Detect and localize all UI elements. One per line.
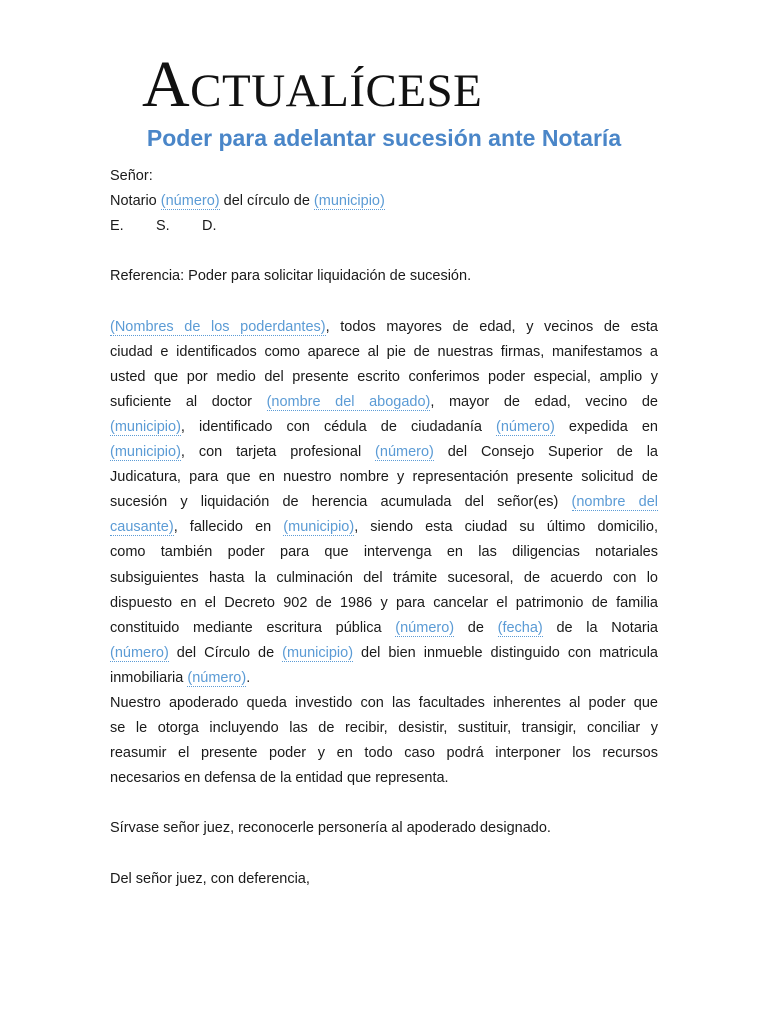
esd-d: D. <box>202 218 217 235</box>
p2-line-1: Nuestro apoderado queda investido con las facultades inherentes al poder que <box>110 694 658 711</box>
p1-text: , fallecido en <box>173 519 284 536</box>
p1-line-13 <box>110 616 658 641</box>
notary-line <box>110 189 658 214</box>
p1-line-5 <box>110 415 658 440</box>
placeholder-numero[interactable]: (número) <box>395 619 455 636</box>
p1-text: sucesión y liquidación de herencia acumulada del señor(es) <box>110 494 572 511</box>
placeholder-municipio[interactable]: (municipio) <box>110 418 181 435</box>
p1-line-7: Judicatura, para que en nuestro nombre y representación presente solicitud de <box>110 469 658 486</box>
esd-s: S. <box>156 218 170 235</box>
paragraph-2 <box>110 691 658 791</box>
p1-line-8 <box>110 490 658 515</box>
document-body <box>110 164 658 892</box>
p1-text: , con tarjeta profesional <box>180 444 376 461</box>
p1-line-11: subsiguientes hasta la culminación del trámite sucesoral, de acuerdo con lo <box>110 569 658 586</box>
notary-mid: del círculo de <box>223 193 310 210</box>
notary-prefix: Notario <box>110 193 157 210</box>
p1-line-2: ciudad e identificados como aparece al pie de nuestras firmas, manifestamos a <box>110 343 658 360</box>
p1-text: , identificado con cédula de ciudadanía <box>180 418 497 435</box>
placeholder-municipio[interactable]: (municipio) <box>282 644 354 661</box>
p1-line-10: como también poder para que intervenga en las diligencias notariales <box>110 544 658 561</box>
p1-text: , todos mayores de edad, y vecinos de esta <box>325 318 658 335</box>
placeholder-causante[interactable]: causante) <box>110 519 174 536</box>
esd-line <box>110 214 658 239</box>
p1-line-12: dispuesto en el Decreto 902 de 1986 y para cancelar el patrimonio de familia <box>110 594 658 611</box>
placeholder-numero[interactable]: (número) <box>375 444 434 461</box>
esd-e: E. <box>110 218 124 235</box>
p2-line-2: se le otorga incluyendo las de recibir, desistir, sustituir, transigir, conciliar y <box>110 720 658 737</box>
placeholder-poderdantes[interactable]: (Nombres de los poderdantes) <box>110 318 326 335</box>
p1-line-9 <box>110 515 658 540</box>
p1-text: , siendo esta ciudad su último domicilio, <box>354 519 658 536</box>
brand-logo <box>142 48 483 121</box>
placeholder-numero[interactable]: (número) <box>160 193 220 210</box>
closing-line: Del señor juez, con deferencia, <box>110 870 310 887</box>
salutation: Señor: <box>110 168 153 184</box>
p1-line-15 <box>110 666 658 691</box>
p2-line-4: necesarios en defensa de la entidad que representa. <box>110 770 449 787</box>
placeholder-abogado[interactable]: (nombre del abogado) <box>266 393 431 410</box>
placeholder-causante[interactable]: (nombre del <box>571 494 658 511</box>
p1-text: constituido mediante escritura pública <box>110 619 396 636</box>
document-title: Poder para adelantar sucesión ante Notaría <box>146 125 622 151</box>
p1-text: de la Notaria <box>542 619 658 636</box>
reference-line: Referencia: Poder para solicitar liquidación de sucesión. <box>110 268 472 285</box>
placeholder-municipio[interactable]: (municipio) <box>283 519 355 536</box>
p1-text: del Consejo Superior de la <box>433 444 658 461</box>
placeholder-numero[interactable]: (número) <box>187 669 247 686</box>
p1-line-3: usted que por medio del presente escrito conferimos poder especial, amplio y <box>110 368 658 385</box>
p1-text: de <box>454 619 498 636</box>
p1-text: . <box>246 669 251 686</box>
placeholder-municipio[interactable]: (municipio) <box>313 193 385 210</box>
p1-text: suficiente al doctor <box>110 393 267 410</box>
placeholder-municipio[interactable]: (municipio) <box>110 444 181 461</box>
p1-line-14 <box>110 641 658 666</box>
p1-text: inmobiliaria <box>110 669 188 686</box>
placeholder-numero[interactable]: (número) <box>110 644 169 661</box>
p1-line-4 <box>110 390 658 415</box>
p1-text: del bien inmueble distinguido con matricula <box>353 644 658 661</box>
p1-text: del Círculo de <box>168 644 283 661</box>
placeholder-fecha[interactable]: (fecha) <box>497 619 543 636</box>
placeholder-numero[interactable]: (número) <box>496 418 555 435</box>
logo-initial: A <box>142 48 191 121</box>
logo-rest: CTUALÍCESE <box>190 65 483 117</box>
p1-text: , mayor de edad, vecino de <box>430 393 658 410</box>
p1-line-1 <box>110 315 658 340</box>
p1-text: expedida en <box>554 418 658 435</box>
request-line: Sírvase señor juez, reconocerle personería al apoderado designado. <box>110 820 551 837</box>
paragraph-1 <box>110 315 658 691</box>
p2-line-3: reasumir el presente poder y en todo caso podrá interponer los recursos <box>110 745 658 762</box>
p1-line-6 <box>110 440 658 465</box>
